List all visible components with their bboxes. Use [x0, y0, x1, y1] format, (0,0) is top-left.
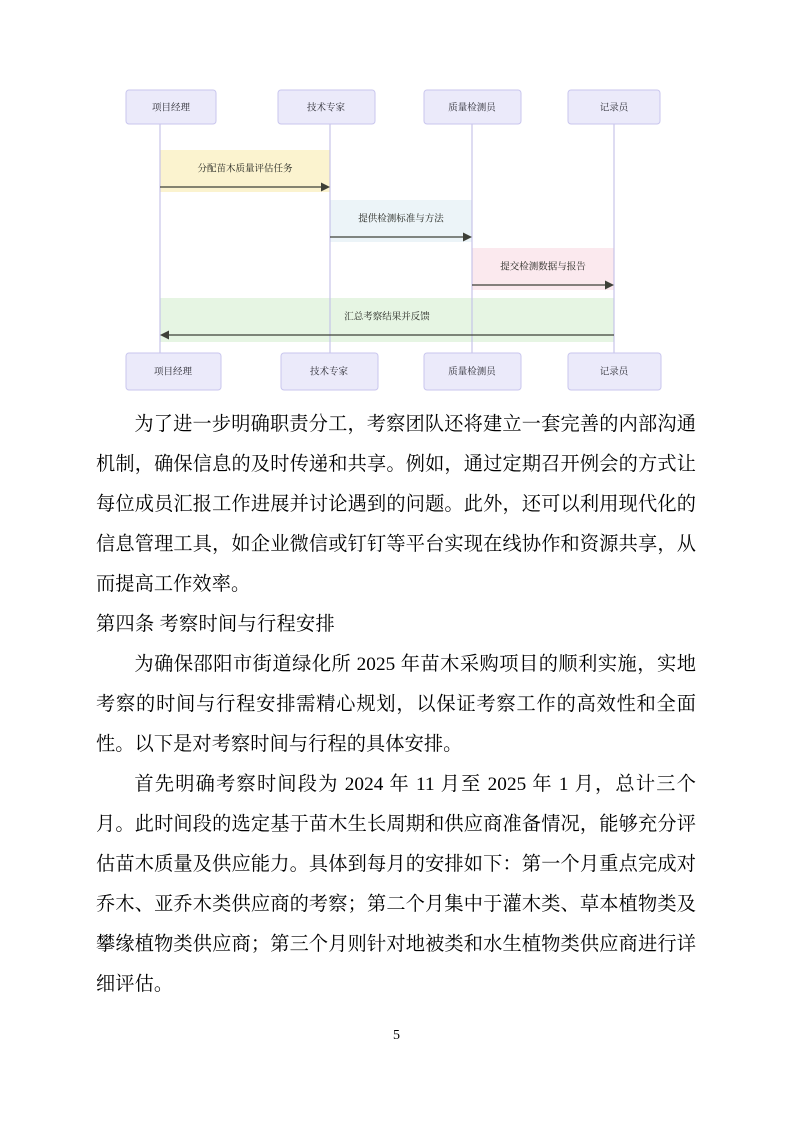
actor-label-inspector-bottom: 质量检测员 — [448, 366, 496, 378]
sequence-diagram — [118, 72, 688, 397]
section-heading-article-4: 第四条 考察时间与行程安排 — [96, 614, 335, 635]
actor-label-pm-bottom: 项目经理 — [153, 366, 193, 378]
actor-box-inspector-bottom — [424, 353, 521, 390]
message-label-4: 汇总考察结果并反馈 — [344, 311, 430, 323]
paragraph-2: 为确保邵阳市街道绿化所 2025 年苗木采购项目的顺利实施，实地考察的时间与行程安排需精心规划，以保证考察工作的高效性和全面性。以下是对考察时间与行程的具体安排。 — [96, 654, 696, 755]
actor-box-pm-bottom — [126, 353, 221, 390]
actor-label-recorder-top: 记录员 — [599, 102, 629, 114]
message-label-1: 分配苗木质量评估任务 — [197, 163, 293, 175]
actor-label-recorder-bottom: 记录员 — [599, 366, 629, 378]
actor-label-pm-top: 项目经理 — [151, 102, 191, 114]
actor-label-expert-bottom: 技术专家 — [309, 366, 349, 378]
actor-label-expert-top: 技术专家 — [306, 102, 346, 114]
paragraph-1: 为了进一步明确职责分工，考察团队还将建立一套完善的内部沟通机制，确保信息的及时传递和共享。例如，通过定期召开例会的方式让每位成员汇报工作进展并讨论遇到的问题。此外，还可以利用现代化的信息管理工具，如企业微信或钉钉等平台实现在线协作和资源共享，从而提高工作效率。 — [96, 414, 696, 595]
paragraph-3: 首先明确考察时间段为 2024 年 11 月至 2025 年 1 月，总计三个月。此时间段的选定基于苗木生长周期和供应商准备情况，能够充分评估苗木质量及供应能力。具体到每月的安排如下：第一个月重点完成对乔木、亚乔木类供应商的考察；第二个月集中于灌木类、草本植物类及攀缘植物类供应商；第三个月则针对地被类和水生植物类供应商进行详细评估。 — [96, 774, 696, 995]
actor-label-inspector-top: 质量检测员 — [448, 102, 496, 114]
actor-box-expert-top — [278, 90, 375, 124]
message-label-3: 提交检测数据与报告 — [500, 261, 586, 273]
page-number: 5 — [393, 1028, 400, 1043]
message-label-2: 提供检测标准与方法 — [358, 213, 444, 225]
actor-box-expert-bottom — [281, 353, 378, 390]
document-body — [96, 405, 696, 1005]
actor-box-recorder-bottom — [568, 353, 661, 390]
actor-box-inspector-top — [424, 90, 521, 124]
actor-box-recorder-top — [568, 90, 660, 124]
actor-box-pm-top — [126, 90, 216, 124]
